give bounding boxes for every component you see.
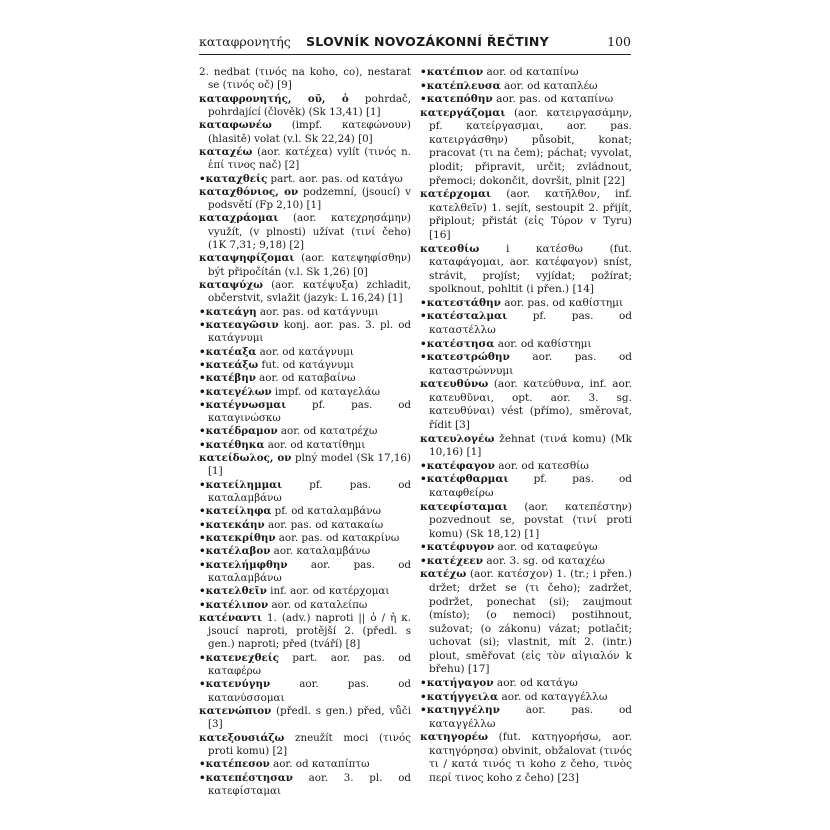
dictionary-entry [199,732,411,759]
entry-headword: καταψηφίζομαι [199,252,295,265]
entry-headword: •κατέγνωσμαι [199,398,287,411]
entry-headword: •καταχθείς [199,172,268,185]
dictionary-entry [199,452,411,479]
entry-headword: κατεξουσιάζω [199,731,285,744]
dictionary-entry [199,346,411,359]
entry-headword: •κατέδραμον [199,425,278,438]
entry-headword: κατέχω [420,568,467,581]
dictionary-entry [420,731,632,785]
entry-definition: aor. od κατάγνυμι [256,345,354,358]
dictionary-entry [199,479,411,506]
dictionary-entry [199,678,411,705]
entry-headword: •κατενύγην [199,678,271,691]
dictionary-entry [199,519,411,532]
dictionary-entry [199,585,411,598]
dictionary-entry [420,80,632,94]
dictionary-entry [199,399,411,426]
entry-definition: (aor. κατέσχον) 1. (tr.; i přen.) držet; držet se (τι čeho); zadržet, podržet, ponechat (si); zaujmout (místo); (o nemoci) postihnout, sužovat; (o zákonu) vázat; potlačit; uchovat (si); vlastnit, mít 2. (intr.) plout, směřovat (εἰς τὸν αἰγιαλόν k břehu) [17] [429,568,632,676]
entry-headword: •κατέπεσον [199,758,270,771]
dictionary-entry [420,351,632,378]
entry-headword: •κατενεχθείς [199,651,279,664]
dictionary-entry [420,691,632,705]
dictionary-entry [199,319,411,346]
dictionary-entry [199,212,411,252]
entry-definition: (fut. κατηγορήσω, aor. κατηγόρησα) obvinit, obžalovat (τινός τι / κατά τινός τι koho z čeho, τινὸς περί τινος koho z čeho) [23] [429,731,632,785]
entry-definition: impf. od καταγελάω [271,385,381,398]
entry-definition: i κατέσθω (fut. καταφάγομαι, aor. κατέφαγον) sníst, strávit, projíst; vyjídat; požírat; spolknout, pohltit (i přen.) [14] [429,242,632,296]
entry-definition: plný model (Sk 17,16) [1] [208,452,411,478]
header-guide-word: καταφρονητής [199,34,291,49]
dictionary-entry [199,386,411,399]
entry-headword: •κατελήμφθην [199,558,288,571]
dictionary-entry [420,297,632,311]
entry-headword: κατέναντι [199,611,262,624]
dictionary-entry [199,146,411,173]
entry-definition: (předl. s gen.) před, vůči [3] [208,705,411,731]
dictionary-entry [199,532,411,545]
entry-headword: •κατέλιπον [199,598,269,611]
entry-definition: aor. od καταγγέλλω [498,690,608,703]
entry-headword: •κατέφαγον [420,459,495,472]
entry-headword: •κατεάγη [199,305,257,318]
dictionary-entry [199,439,411,452]
entry-definition: pf. pas. od καταλαμβάνω [208,478,411,504]
entry-headword: καταχέω [199,145,253,158]
entry-definition: aor. pas. od καταγγέλλω [429,704,632,730]
entry-headword: •κατήγγειλα [420,690,499,703]
dictionary-entry [420,501,632,542]
entry-headword: κατεσθίω [420,242,480,255]
entry-headword: •κατείληφα [199,505,272,518]
entry-definition: aor. pas. od καθίστημι [500,296,624,309]
dictionary-entry [199,279,411,306]
entry-definition: aor. pas. od καταστρώννυμι [429,351,632,377]
left-column [199,66,411,798]
entry-definition: aor. od καταβαίνω [255,372,356,385]
entry-definition: aor. od καταπίπτω [269,758,370,771]
entry-headword: κατηγορέω [420,731,488,744]
dictionary-entry [199,173,411,186]
entry-definition: aor. pas. od κατανύσσομαι [208,678,411,704]
entry-headword: καταψύχω [199,279,263,291]
entry-definition: 1. (adv.) naproti || ὁ / ἡ κ. jsoucí naproti, protější 2. (předl. s gen.) naproti; před (tváří) [8] [208,611,411,651]
entry-definition: aor. pas. od καταπίνω [492,93,614,106]
dictionary-entry [420,677,632,691]
entry-headword: καταχθόνιος, ον [199,185,299,198]
entry-headword: •κατέθηκα [199,438,265,451]
dictionary-entry [420,188,632,242]
dictionary-entry [199,93,411,120]
dictionary-entry [199,425,411,438]
entry-headword: •κατέφυγον [420,541,495,554]
entry-definition: konj. aor. pas. 3. pl. od κατάγνυμι [208,318,411,345]
dictionary-entry [420,378,632,432]
entry-definition: part. aor. pas. od κατάγω [267,172,403,185]
entry-headword: •κατεπόθην [420,93,493,106]
entry-headword: κατευθύνω [420,378,489,391]
entry-definition: pf. pas. od καταστέλλω [429,310,632,336]
entry-definition: pf. od καταλαμβάνω [271,505,382,518]
entry-headword: •κατέβην [199,372,256,385]
entry-definition: (aor. κατέχεα) vylít (τινός n. ἐπί τινος nač) [2] [208,145,411,172]
entry-headword: •κατεπέστησαν [199,771,293,784]
dictionary-entry [199,612,411,652]
entry-definition: aor. od κατατρέχω [277,425,378,438]
dictionary-entry [420,66,632,80]
entry-definition: (aor. κατεψηφίσθην) být připočítán (v.l. Sk 1,26) [0] [208,252,411,278]
entry-definition: aor. od κατατίθημι [264,438,366,451]
dictionary-entry [199,186,411,213]
entry-definition: žehnat (τινά komu) (Mk 10,16) [1] [429,432,632,459]
dictionary-entry [199,359,411,372]
entry-definition: (impf. κατεφώνουν) (hlasitě) volat (v.l. Sk 22,24) [0] [208,119,411,145]
right-column [420,66,632,786]
dictionary-entry [420,568,632,677]
entry-definition: aor. pas. od κατάγνυμι [256,305,379,318]
dictionary-entry [420,243,632,297]
entry-definition: aor. pas. od καταλαμβάνω [208,558,411,584]
dictionary-entry [420,541,632,555]
entry-definition: aor. od καταπίνω [483,66,579,78]
entry-definition: pf. pas. od καταφθείρω [429,473,632,499]
entry-definition: aor. od καταπλέω [500,79,598,92]
dictionary-entry [199,758,411,771]
entry-definition: (aor. κατειργασάμην, pf. κατείργασμαι, aor. pas. κατειργάσθην) působit, konat; pracovat (τι na čem); páchat; vyvolat, plodit; připravit, určit; zvládnout, přemoci; dokončit, dovršit, plnit [22] [429,106,632,187]
dictionary-entry [199,505,411,518]
dictionary-entry [420,473,632,500]
entry-definition: aor. καταλαμβάνω [270,545,371,558]
entry-headword: •κατήγαγον [420,677,494,690]
entry-headword: •κατέλαβον [199,545,271,558]
entry-definition: inf. aor. od κατέρχομαι [266,585,390,598]
dictionary-entry [199,652,411,679]
entry-headword: κατεφίσταμαι [420,500,508,513]
entry-definition: podzemní, (jsoucí) v podsvětí (Fp 2,10) [1] [208,185,411,212]
entry-definition: (aor. κατεπέστην) pozvednout se, povstat (τινί proti komu) (Sk 18,12) [1] [429,500,632,540]
entry-headword: κατευλογέω [420,432,495,445]
dictionary-entry [420,310,632,337]
entry-headword: •κατέπιον [420,66,484,78]
entry-definition: pohrdač, pohrdající (člověk) (Sk 13,41) [1] [208,92,412,118]
entry-headword: •κατεκάην [199,518,265,531]
dictionary-entry [199,66,411,93]
entry-headword: καταφρονητής, οῦ, ὁ [199,92,349,105]
dictionary-entry [420,338,632,352]
dictionary-entry [199,772,411,799]
entry-definition: pf. pas. od καταγινώσκω [208,398,411,425]
entry-headword: •κατέσταλμαι [420,310,508,323]
entry-definition: fut. od κατάγνυμι [258,358,355,371]
entry-headword: •κατεστρώθην [420,351,510,364]
entry-headword: •κατέχεεν [420,554,484,567]
entry-headword: •κατεαγῶσιν [199,318,279,331]
dictionary-entry [199,545,411,558]
dictionary-entry [420,93,632,107]
entry-definition: (aor. κατέψυξα) zchladit, občerstvit, svlažit (jazyk: L 16,24) [1] [208,279,411,305]
entry-headword: •κατεγέλων [199,385,272,398]
entry-headword: καταφωνέω [199,119,272,132]
entry-definition: aor. od καθίστημι [494,337,592,350]
dictionary-entry [420,107,632,188]
entry-headword: κατεργάζομαι [420,106,506,119]
dictionary-entry [199,252,411,279]
entry-headword: καταχράομαι [199,212,279,225]
header-rule [199,54,631,55]
entry-definition: aor. pas. od κατακρίνω [275,531,400,544]
entry-definition: aor. od καταφεύγω [494,541,598,554]
entry-definition: 2. nedbat (τινός na koho, co), nestarat se (τινός oč) [9] [199,66,411,92]
entry-headword: κατενώπιον [199,705,272,717]
entry-definition: (aor. κατῆλθον, inf. κατελθεῖν) 1. sejít, sestoupit 2. přijít, připlout; přistát (εἰς Τύρον v Tyru) [16] [429,188,632,241]
entry-definition: aor. 3. pl. od κατεφίσταμαι [208,771,411,797]
entry-headword: •κατείλημμαι [199,478,283,491]
entry-definition: aor. 3. sg. od καταχέω [483,554,605,567]
entry-definition: (aor. κατεύθυνα, inf. aor. κατευθῦναι, opt. aor. 3. sg. κατευθύναι) vést (přímo), směrovat, řídit [3] [429,378,632,432]
entry-definition: zneužít moci (τινός proti komu) [2] [208,731,411,757]
entry-headword: •κατέφθαρμαι [420,473,509,486]
entry-definition: part. aor. pas. od καταφέρω [208,651,411,678]
entry-headword: •κατέστησα [420,337,495,350]
dictionary-entry [420,460,632,474]
dictionary-entry [199,705,411,732]
dictionary-entry [420,555,632,569]
dictionary-entry [420,704,632,731]
running-header [0,34,830,54]
entry-headword: •κατεάξω [199,358,259,371]
page-number: 100 [607,34,631,49]
dictionary-entry [199,372,411,385]
entry-headword: •κατηγγέλην [420,704,500,717]
entry-headword: κατείδωλος, ον [199,452,292,465]
entry-headword: •κατέπλευσα [420,79,501,92]
dictionary-entry [199,599,411,612]
header-title: SLOVNÍK NOVOZÁKONNÍ ŘEČTINY [306,34,550,49]
dictionary-entry [199,306,411,319]
entry-headword: •κατεκρίθην [199,531,276,544]
dictionary-entry [420,433,632,460]
entry-headword: κατέρχομαι [420,188,492,201]
dictionary-entry [199,119,411,146]
entry-definition: (aor. κατεχρησάμην) využít, (v plnosti) užívat (τινί čeho) (1K 7,31; 9,18) [2] [208,212,411,252]
entry-headword: •κατέαξα [199,345,257,358]
dictionary-entry [199,559,411,586]
entry-headword: •κατελθεῖν [199,585,267,598]
entry-definition: aor. od κατάγω [493,677,578,690]
entry-definition: aor. od κατεσθίω [494,459,589,472]
entry-definition: aor. od καταλείπω [268,598,368,611]
entry-headword: •κατεστάθην [420,296,501,309]
entry-definition: aor. pas. od κατακαίω [264,518,384,531]
